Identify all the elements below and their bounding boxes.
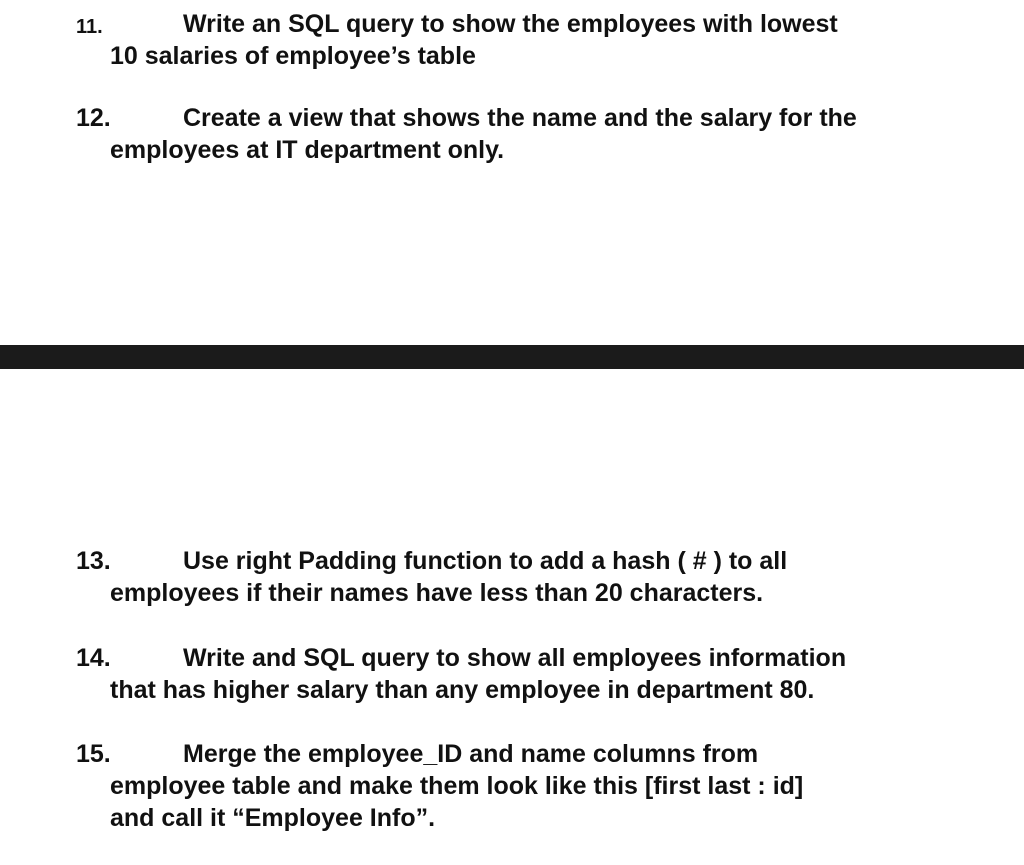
question-text-line: that has higher salary than any employee in department 80. xyxy=(110,676,815,704)
question-continuation xyxy=(110,134,504,166)
question-number: 15. xyxy=(76,740,111,768)
question-text-line: Write an SQL query to show the employees with lowest xyxy=(183,10,838,38)
question-number: 12. xyxy=(76,104,111,132)
question-text-line: Write and SQL query to show all employees information xyxy=(183,644,847,672)
question-text-line: Use right Padding function to add a hash ( # ) to all xyxy=(183,547,788,575)
question-continuation xyxy=(110,770,803,834)
question-continuation xyxy=(110,577,763,609)
question-number: 11. xyxy=(76,16,103,38)
question-text-line: 10 salaries of employee’s table xyxy=(110,42,476,70)
question-continuation xyxy=(110,40,476,72)
question-text-line: Merge the employee_ID and name columns from xyxy=(183,740,759,768)
question-continuation xyxy=(110,674,814,706)
page-divider xyxy=(0,345,1024,369)
question-text-line: and call it “Employee Info”. xyxy=(110,804,436,832)
question-text-line: employees if their names have less than 20 characters. xyxy=(110,579,764,607)
question-number: 13. xyxy=(76,547,111,575)
question-text-line: employee table and make them look like this [first last : id] xyxy=(110,772,804,800)
question-number: 14. xyxy=(76,644,111,672)
question-text-line: Create a view that shows the name and the salary for the xyxy=(183,104,857,132)
question-text-line: employees at IT department only. xyxy=(110,136,505,164)
